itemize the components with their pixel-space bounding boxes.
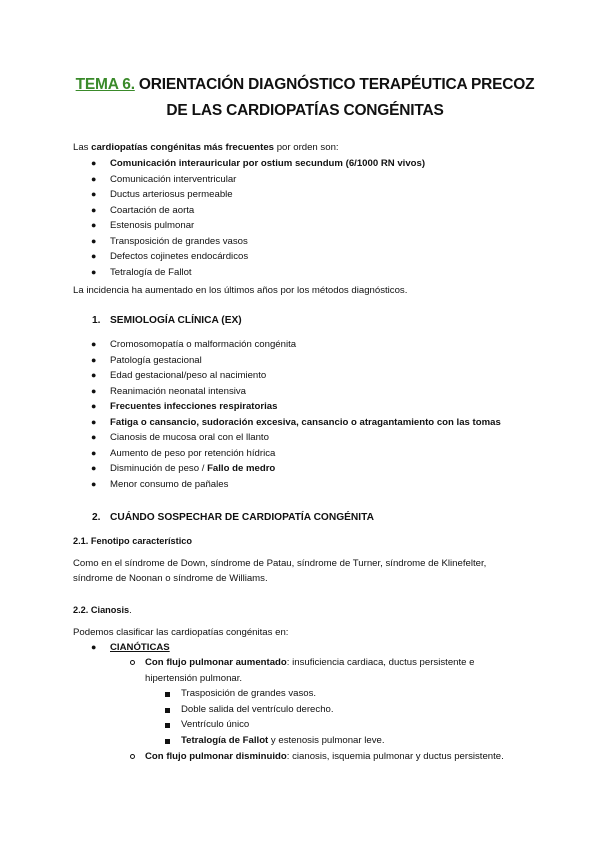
square-bullet (165, 692, 170, 697)
section1-number: 1. (92, 315, 101, 326)
increased-flow-item: Doble salida del ventrículo derecho. (181, 703, 334, 715)
title-tema: TEMA 6. (75, 76, 135, 93)
bullet: ● (91, 251, 97, 261)
tetralogy-item (181, 735, 385, 747)
square-bullet (165, 723, 170, 728)
decreased-bold: Con flujo pulmonar disminuido (145, 751, 287, 762)
sub1-line2: síndrome de Noonan o síndrome de Williams. (73, 573, 268, 584)
square-bullet (165, 708, 170, 713)
page-title (60, 72, 550, 124)
section1-item: Aumento de peso por retención hídrica (110, 447, 276, 459)
section1-item: Fatiga o cansancio, sudoración excesiva, cansancio o atragantamiento con las tomas (110, 416, 501, 428)
weight-bold: Fallo de medro (207, 463, 276, 474)
increased-flow-line2: hipertensión pulmonar. (145, 673, 243, 684)
classify-text: Podemos clasificar las cardiopatías congénitas en: (73, 627, 289, 638)
frequent-item: Coartación de aorta (110, 204, 195, 216)
sub1-line1: Como en el síndrome de Down, síndrome de Patau, síndrome de Turner, síndrome de Klinefelter, (73, 558, 487, 569)
intro-paragraph (73, 142, 339, 154)
section2-title: CUÁNDO SOSPECHAR DE CARDIOPATÍA CONGÉNITA (110, 512, 374, 523)
increased-rest: : insuficiencia cardiaca, ductus persistente e (286, 657, 475, 668)
weight-prefix: Disminución de peso / (110, 463, 208, 474)
intro-bold: cardiopatías congénitas más frecuentes (91, 142, 275, 153)
bullet: ● (91, 642, 97, 652)
circle-bullet (130, 660, 135, 665)
frequent-item: Estenosis pulmonar (110, 220, 195, 231)
title-line1: ORIENTACIÓN DIAGNÓSTICO TERAPÉUTICA PRECOZ (134, 76, 535, 93)
sub2-title-text: 2.2. Cianosis (73, 605, 130, 615)
incidence-text: La incidencia ha aumentado en los últimos años por los métodos diagnósticos. (73, 285, 408, 296)
bullet: ● (91, 432, 97, 442)
bullet: ● (91, 235, 97, 246)
title-line2: DE LAS CARDIOPATÍAS CONGÉNITAS (166, 102, 444, 119)
frequent-item: Transposición de grandes vasos (110, 235, 248, 247)
increased-flow-line (145, 657, 475, 669)
tetralogy-rest: y estenosis pulmonar leve. (268, 735, 385, 746)
bullet: ● (91, 370, 97, 380)
bullet: ● (91, 416, 97, 427)
decreased-flow-line (145, 751, 504, 763)
sub2-title (73, 604, 132, 616)
increased-flow-item: Ventrículo único (181, 719, 250, 730)
section1-title: SEMIOLOGÍA CLÍNICA (EX) (110, 315, 242, 326)
frequent-item: Comunicación interauricular por ostium secundum (6/1000 RN vivos) (110, 158, 426, 169)
circle-bullet (130, 754, 135, 759)
bullet: ● (91, 220, 97, 230)
bullet: ● (91, 173, 97, 184)
section1-item: Reanimación neonatal intensiva (110, 385, 246, 397)
section1-item: Cianosis de mucosa oral con el llanto (110, 432, 269, 443)
bullet: ● (91, 401, 97, 411)
cyanotic-label: CIANÓTICAS (110, 642, 170, 653)
section1-item: Edad gestacional/peso al nacimiento (110, 370, 267, 381)
frequent-item: Ductus arteriosus permeable (110, 189, 233, 200)
bullet: ● (91, 266, 97, 277)
intro-suffix: por orden son: (274, 142, 339, 153)
sub1-title: 2.1. Fenotipo característico (73, 536, 192, 546)
bullet: ● (91, 447, 97, 458)
frequent-item: Tetralogía de Fallot (110, 266, 192, 278)
bullet: ● (91, 189, 97, 199)
bullet: ● (91, 479, 97, 489)
bullet: ● (91, 385, 97, 396)
bullet: ● (91, 204, 97, 215)
sub2-title-dot: . (129, 605, 132, 615)
section1-item-last: Menor consumo de pañales (110, 479, 229, 490)
section1-item: Patología gestacional (110, 354, 202, 366)
bullet: ● (91, 339, 97, 349)
section2-number: 2. (92, 512, 101, 523)
tetralogy-bold: Tetralogía de Fallot (181, 735, 269, 746)
frequent-item: Comunicación interventricular (110, 173, 237, 185)
bullet: ● (91, 354, 97, 365)
increased-bold: Con flujo pulmonar aumentado (145, 657, 287, 668)
decreased-rest: : cianosis, isquemia pulmonar y ductus persistente. (286, 751, 504, 762)
bullet: ● (91, 158, 97, 168)
increased-flow-item: Trasposición de grandes vasos. (181, 688, 317, 699)
section1-item: Cromosomopatía o malformación congénita (110, 339, 297, 350)
intro-prefix: Las (73, 142, 92, 153)
section1-item: Frecuentes infecciones respiratorias (110, 401, 278, 412)
square-bullet (165, 739, 170, 744)
frequent-item: Defectos cojinetes endocárdicos (110, 251, 249, 262)
bullet: ● (91, 463, 97, 473)
section1-item-weight (110, 463, 275, 475)
